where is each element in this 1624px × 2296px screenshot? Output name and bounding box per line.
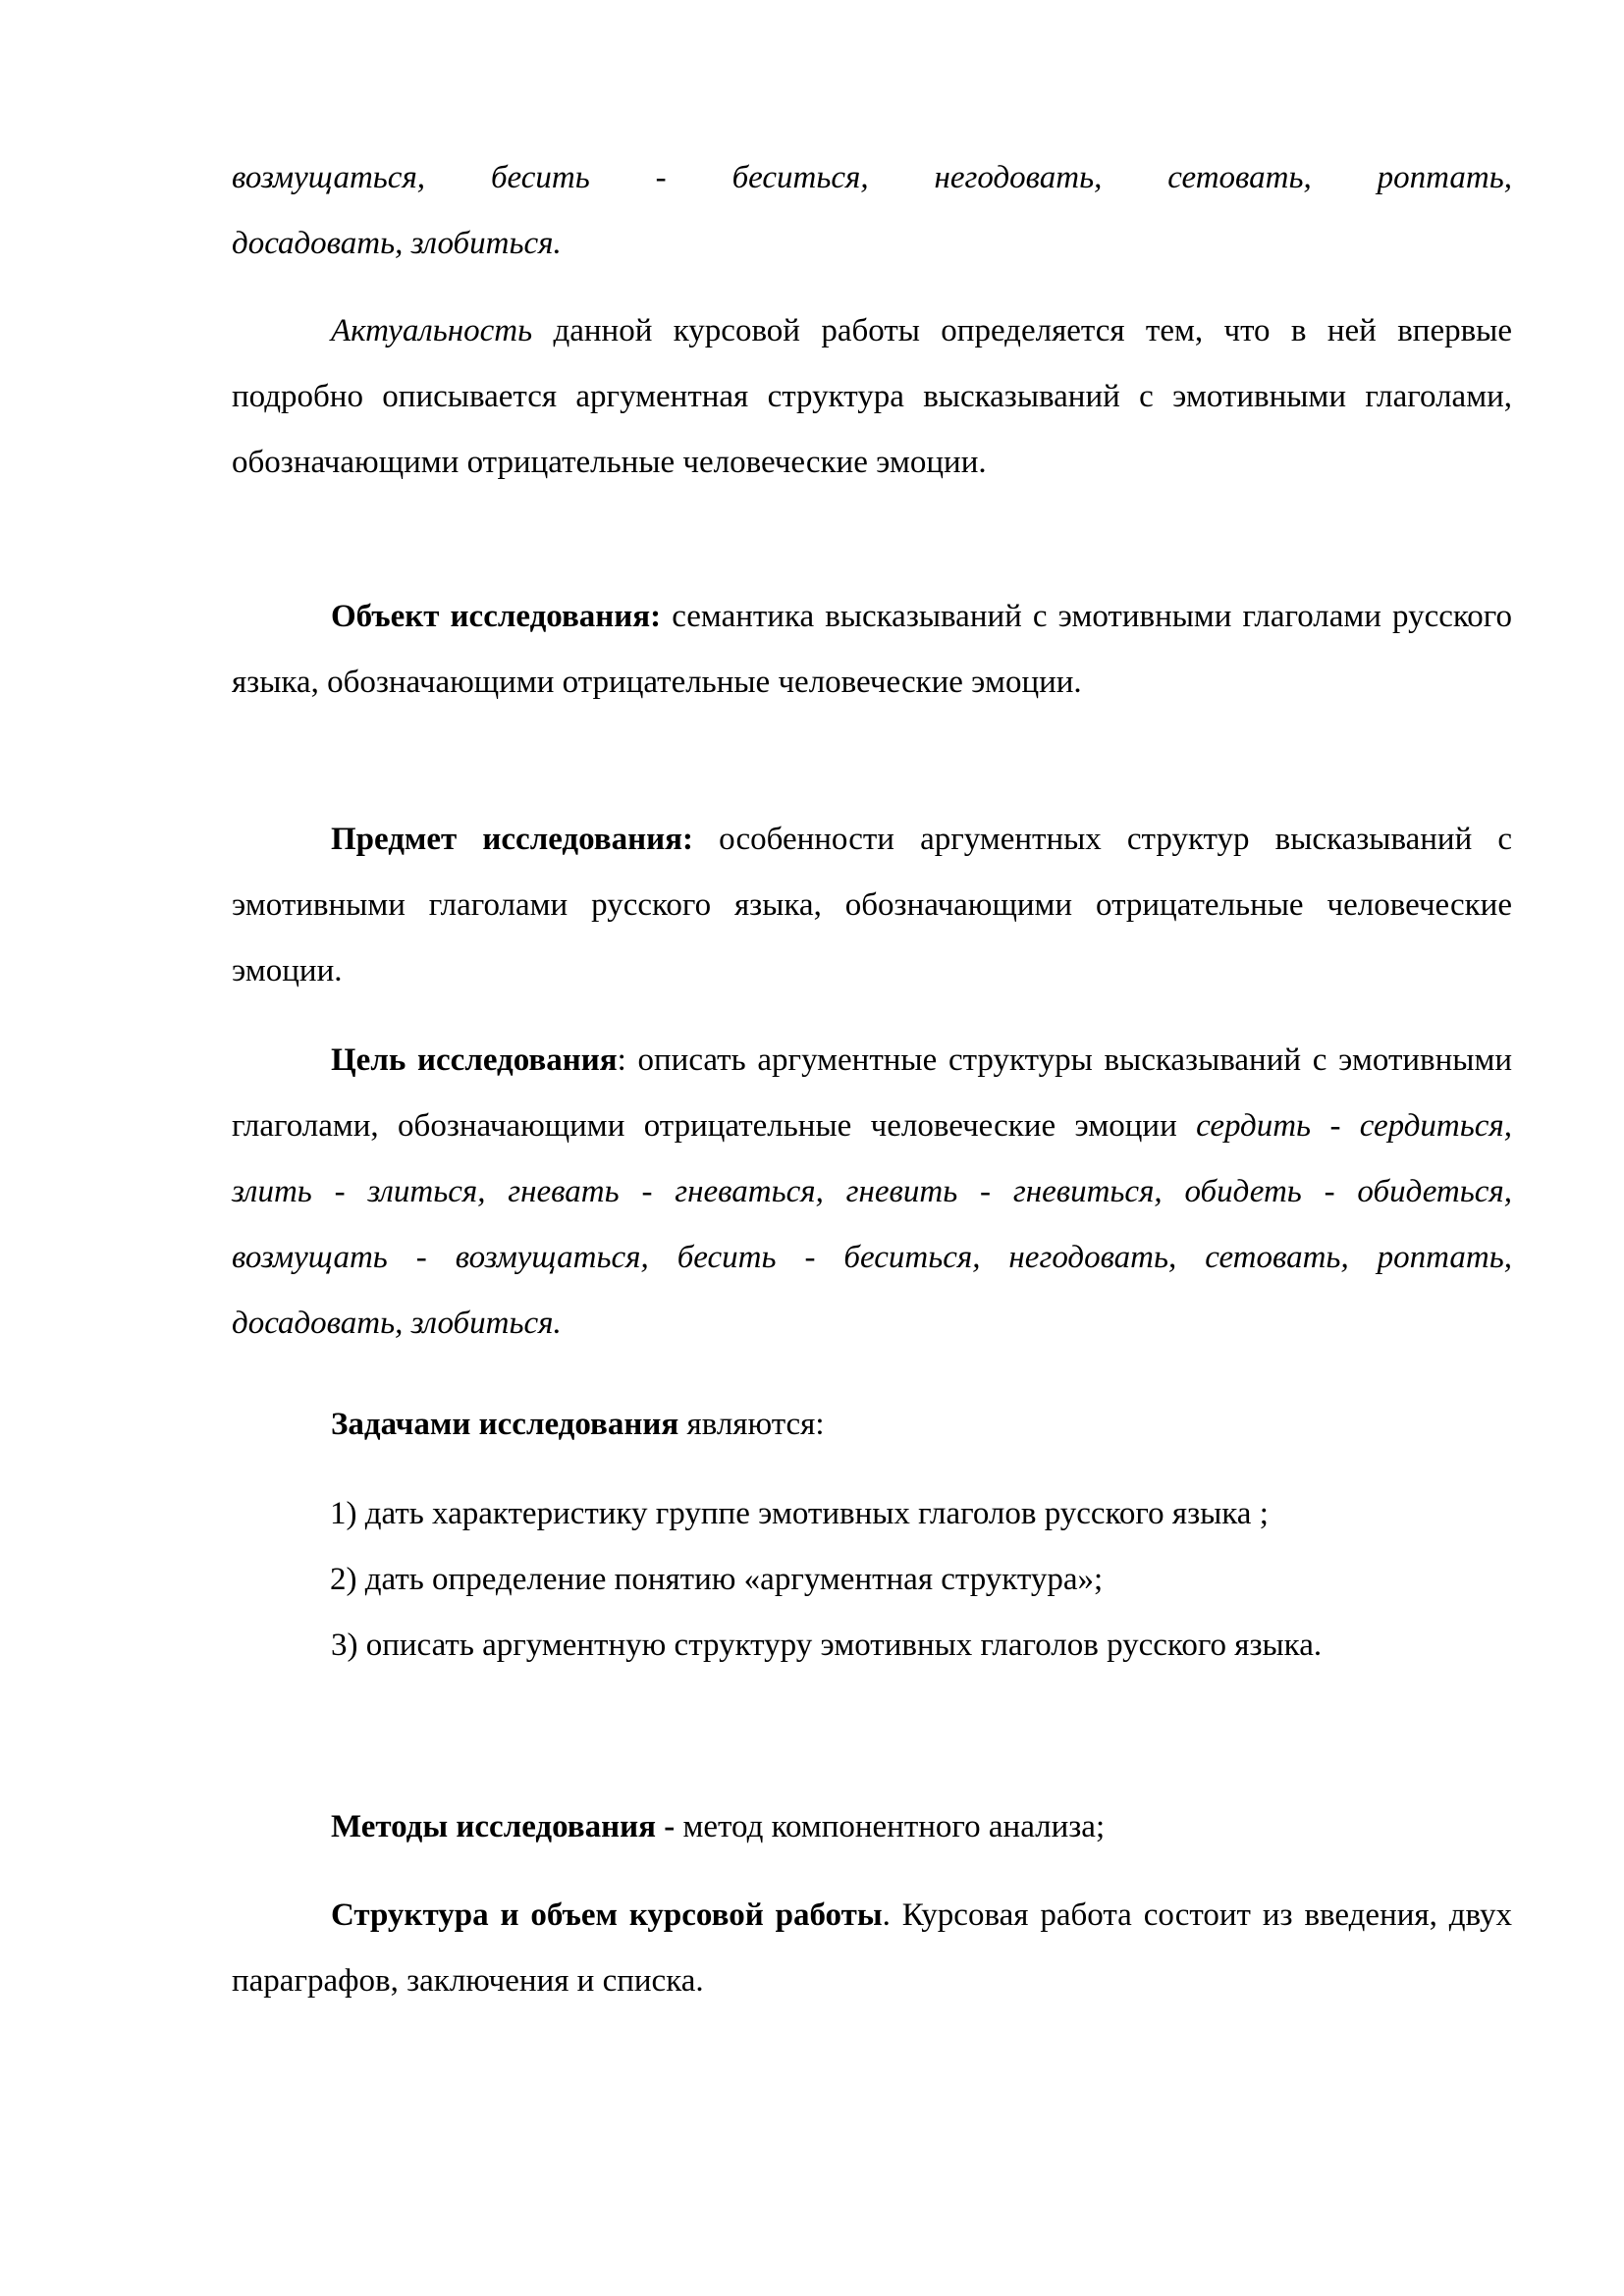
task-item-3: 3) описать аргументную структуру эмотивных глаголов русского языка. [331,1628,1323,1663]
tasks-term: Задачами исследования [331,1407,679,1442]
goal-paragraph: Цель исследования: описать аргументные структуры высказываний с эмотивными глаголами, обозначающими отрицательные человеческие эмоции сердить - сердиться, злить - злиться, гневать - гневаться, гневить - гневиться, обидеть - обидеться, возмущать - возмущаться, бесить - беситься, негодовать, сетовать, роптать, досадовать, злобиться. [232,1042,1513,1341]
subject-paragraph: Предмет исследования: особенности аргументных структур высказываний с эмотивными глаголами русского языка, обозначающими отрицательные человеческие эмоции. [232,822,1512,988]
structure-paragraph: Структура и объем курсовой работы. Курсовая работа состоит из введения, двух параграфов, заключения и списка. [232,1897,1512,1999]
verbs-continuation-line-1: возмущаться, бесить - беситься, негодовать, сетовать, роптать, [232,160,1512,195]
methods-term: Методы исследования - [331,1809,676,1844]
object-term: Объект исследования: [331,599,662,634]
task-item-1: 1) дать характеристику группе эмотивных глаголов русского языка ; [330,1496,1269,1531]
tasks-heading: Задачами исследования являются: [331,1407,825,1442]
structure-term: Структура и объем курсовой работы [331,1897,883,1933]
task-item-2: 2) дать определение понятию «аргументная структура»; [330,1562,1104,1597]
relevance-paragraph: Актуальность данной курсовой работы определяется тем, что в ней впервые подробно описывается аргументная структура высказываний с эмотивными глаголами, обозначающими отрицательные человеческие эмоции. [232,313,1512,480]
verbs-continuation-line-2: досадовать, злобиться. [232,226,562,261]
methods-paragraph: Методы исследования - метод компонентного анализа; [331,1809,1106,1844]
goal-verbs: сердить - сердиться, злить - злиться, гневать - гневаться, гневить - гневиться, обидеть - обидеться, возмущать - возмущаться, бесить - беситься, негодовать, сетовать, роптать, досадовать, злобиться. [232,1108,1513,1341]
object-paragraph: Объект исследования: семантика высказываний с эмотивными глаголами русского языка, обозначающими отрицательные человеческие эмоции. [232,599,1512,700]
goal-term: Цель исследования [331,1042,618,1078]
relevance-term: Актуальность [331,313,533,348]
subject-term: Предмет исследования: [331,822,693,857]
